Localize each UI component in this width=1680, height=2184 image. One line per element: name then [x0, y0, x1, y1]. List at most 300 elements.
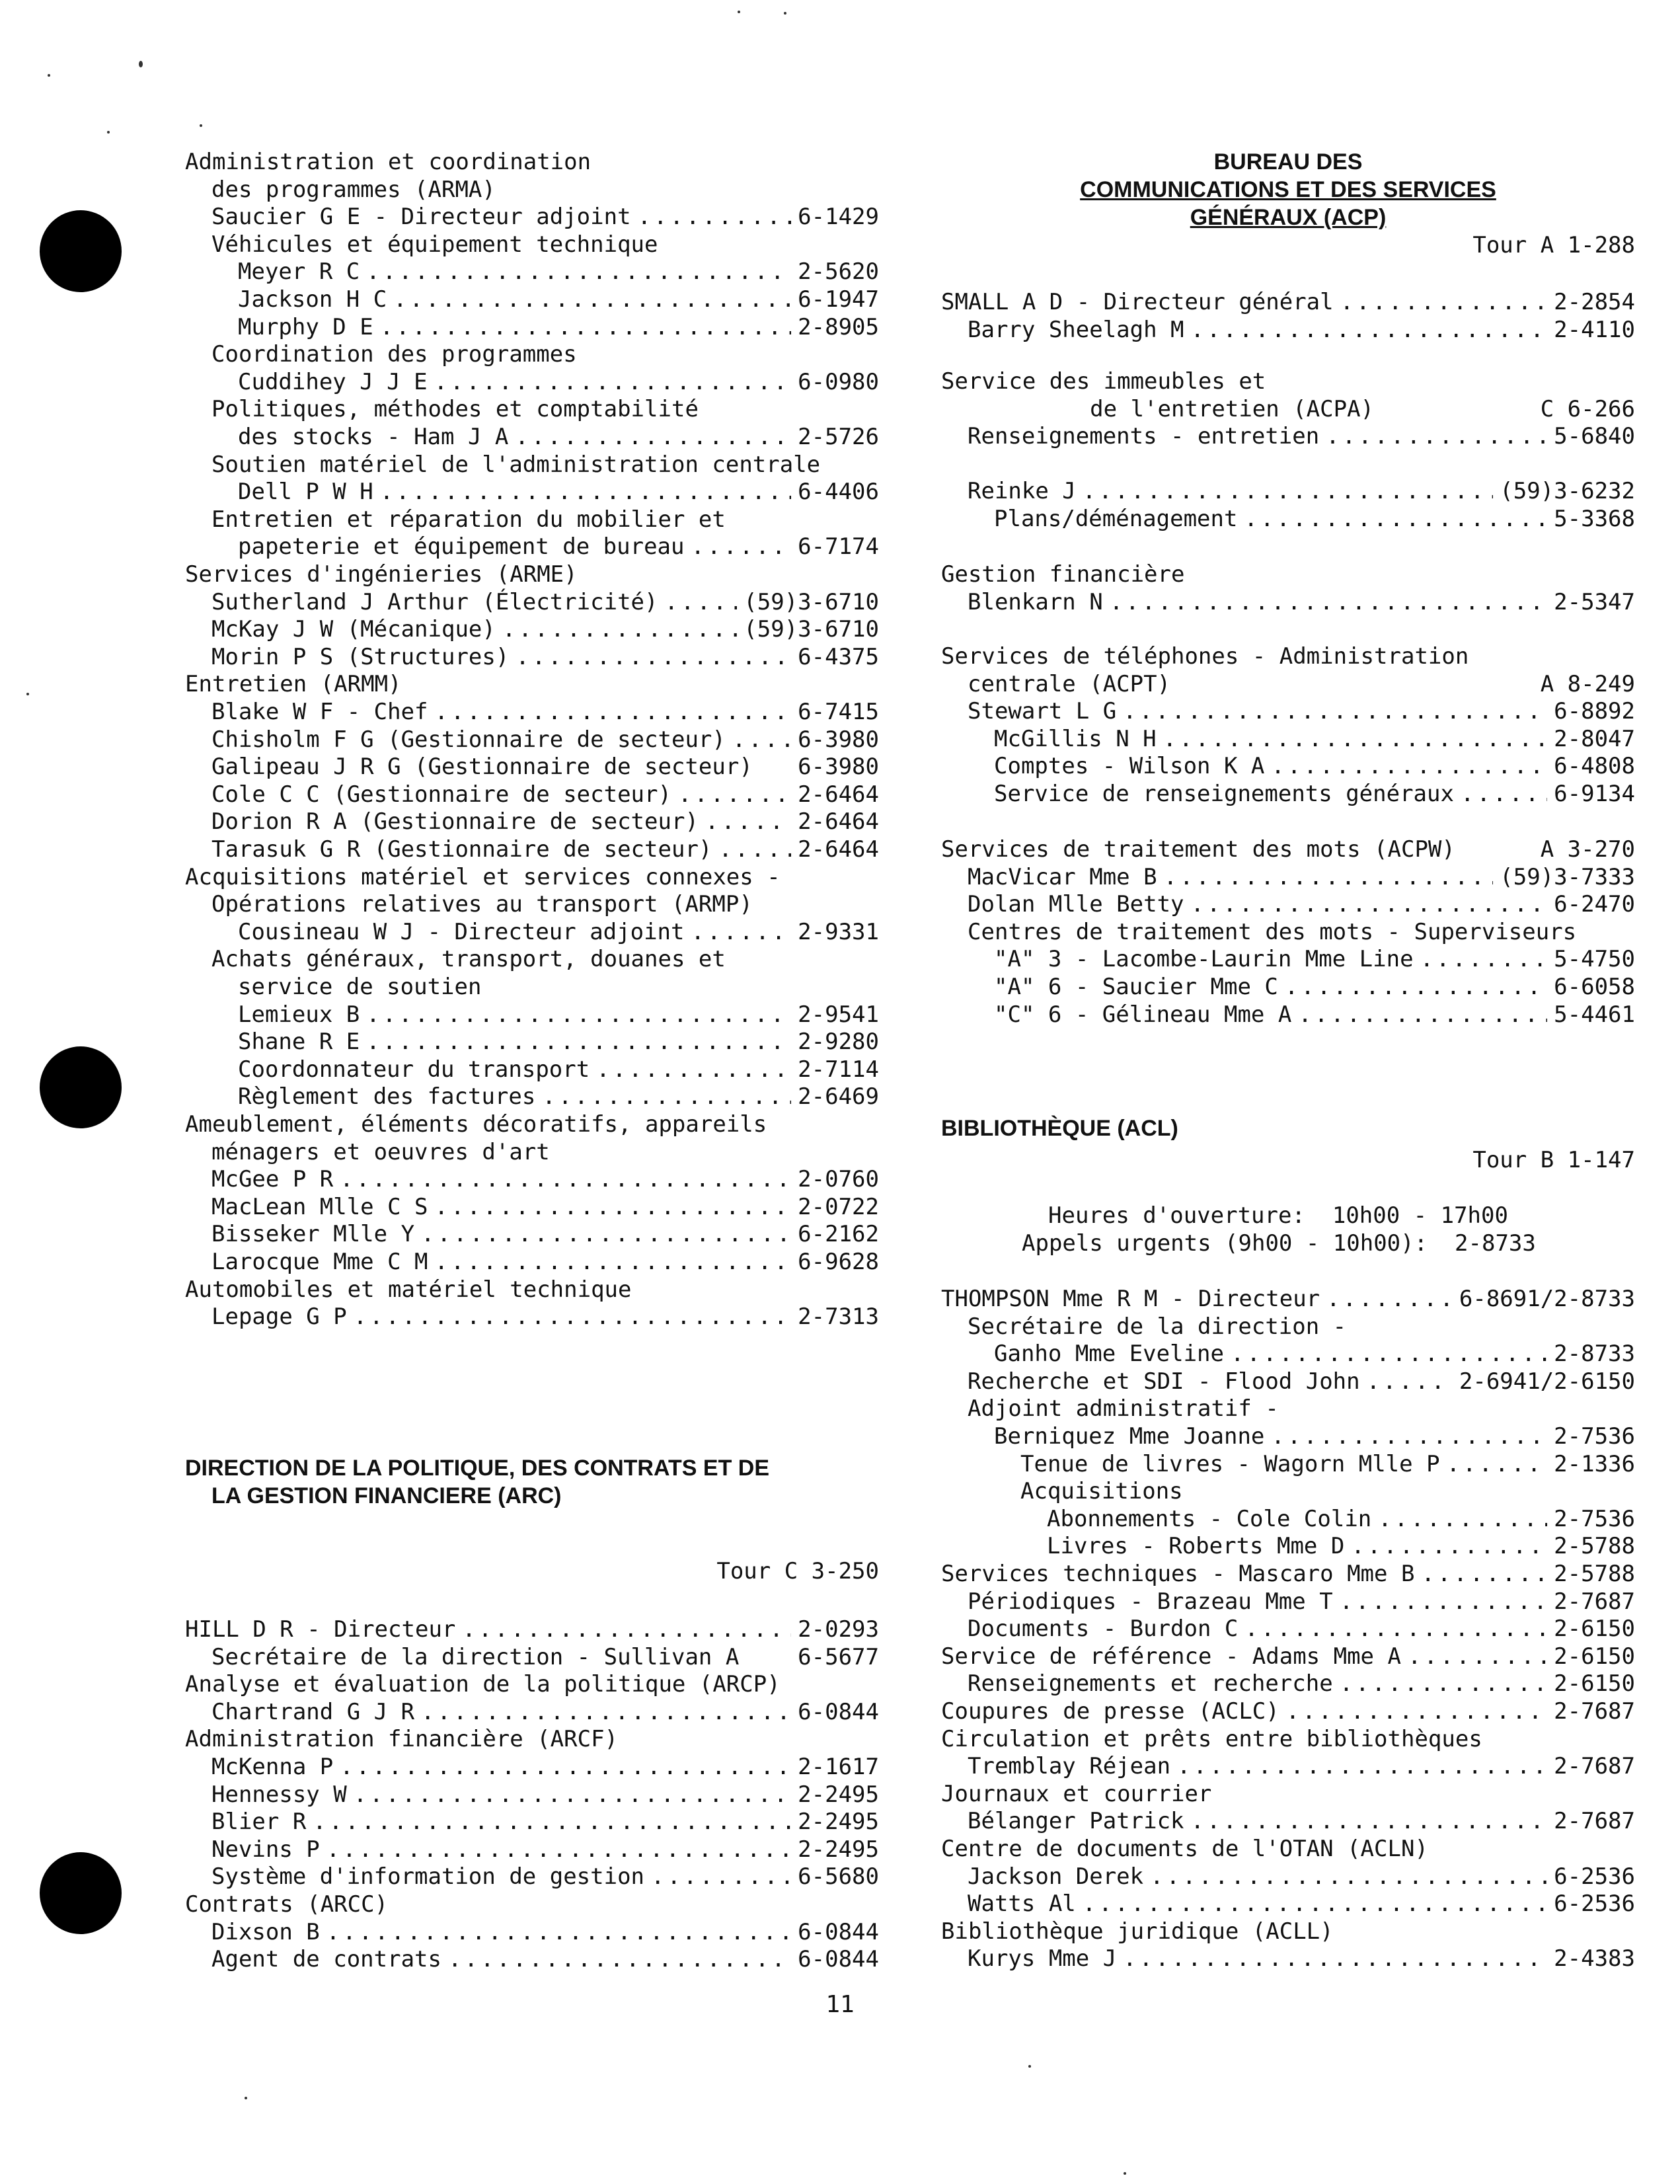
entry-label: Politiques, méthodes et comptabilité [211, 396, 699, 423]
phone-extension: 6-4375 [798, 643, 879, 670]
directory-entry [941, 1670, 1635, 1697]
phone-extension: 2-6464 [798, 781, 879, 808]
directory-entry [941, 890, 1635, 918]
leader-dots [366, 258, 791, 286]
phone-extension: 2-5726 [798, 424, 879, 450]
leader-dots [1191, 890, 1548, 918]
leader-dots [1378, 1505, 1547, 1533]
entry-label: Shane R E [238, 1029, 360, 1056]
entry-label: Barry Sheelagh M [968, 316, 1184, 343]
entry-label: Sutherland J Arthur (Électricité) [211, 588, 658, 615]
directory-heading-line [185, 1725, 879, 1753]
phone-extension: 2-7313 [798, 1304, 879, 1331]
phone-extension: 6-9134 [1554, 781, 1635, 807]
phone-extension: 2-2495 [798, 1809, 879, 1836]
location-text: Tour B 1-147 [1472, 1147, 1635, 1173]
leader-dots [1447, 1450, 1548, 1478]
directory-entry [941, 836, 1635, 863]
entry-label: Gestion financière [941, 561, 1185, 588]
directory-entry [941, 945, 1635, 973]
directory-entry [185, 1616, 879, 1643]
right-column [941, 0, 1635, 2184]
phone-extension: 2-6464 [798, 836, 879, 863]
entry-label: Soutien matériel de l'administration centrale [211, 451, 821, 478]
entry-label: Jackson Derek [968, 1863, 1144, 1890]
leader-dots [1408, 1643, 1547, 1670]
directory-entry [941, 288, 1635, 316]
directory-entry [185, 1028, 879, 1056]
directory-heading-line [185, 890, 879, 918]
entry-label: Entretien et réparation du mobilier et [211, 506, 726, 533]
entry-label: Dell P W H [238, 479, 373, 506]
phone-extension: 2-7114 [798, 1056, 879, 1083]
directory-heading-line [941, 1918, 1635, 1945]
section-heading-text: BUREAU DES [1213, 149, 1363, 175]
directory-entry [941, 973, 1635, 1001]
directory-entry [185, 1863, 879, 1891]
leader-dots [1271, 752, 1547, 780]
directory-entry [185, 1165, 879, 1193]
directory-entry [941, 505, 1635, 533]
phone-extension: 6-0844 [798, 1918, 879, 1945]
phone-extension: 2-9331 [798, 918, 879, 945]
entry-label: Acquisitions [1020, 1478, 1183, 1505]
directory-heading-line [941, 561, 1635, 588]
leader-dots [596, 1056, 791, 1083]
entry-label: McGillis N H [994, 725, 1157, 752]
leader-dots [421, 1698, 791, 1726]
entry-label: Service de renseignements généraux [994, 781, 1454, 807]
phone-extension: 6-8691/2-8733 [1459, 1286, 1635, 1312]
directory-heading-line [941, 1313, 1635, 1341]
entry-label: Nevins P [211, 1836, 320, 1863]
leader-dots [1340, 1670, 1547, 1697]
entry-label: Contrats (ARCC) [185, 1891, 389, 1918]
entry-label: Achats généraux, transport, douanes et [211, 946, 726, 973]
directory-entry [185, 1248, 879, 1276]
phone-extension: 2-2854 [1554, 289, 1635, 315]
directory-entry [941, 780, 1635, 808]
directory-entry [941, 1285, 1635, 1313]
binder-hole-bottom [40, 1852, 122, 1934]
directory-entry [941, 1807, 1635, 1835]
phone-extension: C 6-266 [1540, 395, 1635, 422]
phone-extension: 2-8733 [1554, 1341, 1635, 1368]
entry-label: Saucier G E - Directeur adjoint [211, 204, 631, 231]
entry-label: Coordonnateur du transport [238, 1056, 590, 1083]
leader-dots [1110, 588, 1547, 616]
section-heading-arc-line1 [185, 1454, 879, 1482]
entry-label: MacLean Mlle C S [211, 1193, 428, 1220]
entry-label: Coordination des programmes [211, 341, 577, 368]
directory-heading-line [185, 1111, 879, 1138]
phone-extension: 2-2495 [798, 1836, 879, 1863]
leader-dots [448, 1945, 791, 1973]
directory-entry [941, 588, 1635, 616]
leader-dots [1340, 288, 1548, 316]
entry-label: Périodiques - Brazeau Mme T [968, 1588, 1333, 1615]
directory-heading-line [185, 506, 879, 533]
entry-label: Règlement des factures [238, 1083, 536, 1111]
phone-extension: 2-7687 [1554, 1588, 1635, 1615]
directory-entry [185, 726, 879, 754]
directory-entry [185, 808, 879, 836]
leader-dots [366, 1001, 791, 1029]
leader-dots [1123, 1945, 1547, 1972]
phone-extension: 2-5620 [798, 258, 879, 286]
phone-extension: 2-8047 [1554, 725, 1635, 752]
directory-entry [941, 1340, 1635, 1368]
section-heading-acp-line2 [941, 176, 1635, 204]
leader-dots [665, 588, 738, 616]
phone-extension: (59)3-6232 [1500, 478, 1635, 504]
entry-label: Opérations relatives au transport (ARMP) [211, 891, 753, 918]
phone-extension: 6-5680 [798, 1863, 879, 1891]
leader-dots [1298, 1001, 1547, 1029]
leader-dots [1367, 1368, 1453, 1395]
entry-label: ménagers et oeuvres d'art [211, 1138, 550, 1165]
leader-dots [380, 478, 791, 506]
directory-heading-line [185, 451, 879, 479]
directory-heading-line [185, 1138, 879, 1166]
leader-dots [462, 1616, 791, 1643]
directory-entry [941, 670, 1635, 698]
directory-heading-line [185, 1670, 879, 1698]
directory-entry [185, 588, 879, 616]
entry-label: Circulation et prêts entre bibliothèques [941, 1725, 1482, 1752]
phone-extension: 2-8905 [798, 313, 879, 340]
directory-entry [185, 1303, 879, 1331]
phone-extension: 6-2162 [798, 1221, 879, 1248]
phone-extension: 2-7687 [1554, 1753, 1635, 1780]
phone-extension: 6-6058 [1554, 974, 1635, 1000]
directory-entry [185, 643, 879, 671]
phone-extension: 2-6150 [1554, 1616, 1635, 1643]
directory-entry [185, 615, 879, 643]
entry-label: McKay J W (Mécanique) [211, 616, 496, 643]
entry-label: Hennessy W [211, 1781, 347, 1808]
leader-dots [1244, 505, 1547, 533]
leader-dots [340, 1753, 791, 1781]
directory-entry [941, 863, 1635, 891]
section-heading-text: LA GESTION FINANCIERE (ARC) [211, 1483, 562, 1508]
phone-extension: 6-1947 [798, 286, 879, 313]
directory-entry [185, 1808, 879, 1836]
entry-label: Secrétaire de la direction - Sullivan A [211, 1643, 740, 1670]
directory-heading-line [185, 176, 879, 204]
phone-extension: 5-4461 [1554, 1001, 1635, 1028]
directory-heading-line [185, 1276, 879, 1304]
phone-extension: 2-6469 [798, 1083, 879, 1111]
directory-heading-line [185, 945, 879, 973]
leader-dots [1150, 1863, 1547, 1891]
directory-entry [185, 1056, 879, 1083]
entry-label: Secrétaire de la direction - [968, 1313, 1347, 1340]
directory-entry [185, 698, 879, 726]
directory-entry [941, 1752, 1635, 1780]
leader-dots [1286, 1697, 1547, 1725]
leader-dots [1177, 1752, 1547, 1780]
entry-label: MacVicar Mme B [968, 863, 1157, 890]
entry-label: Renseignements et recherche [968, 1670, 1333, 1697]
entry-label: Chartrand G J R [211, 1698, 415, 1725]
leader-dots [638, 203, 792, 231]
leader-dots [354, 1303, 791, 1331]
entry-label: Agent de contrats [211, 1946, 441, 1973]
entry-label: Jackson H C [238, 286, 387, 313]
entry-label: Kurys Mme J [968, 1945, 1117, 1972]
leader-dots [691, 918, 792, 946]
directory-entry [941, 1450, 1635, 1478]
entry-label: Services de traitement des mots (ACPW) [941, 836, 1455, 863]
entry-label: Dixson B [211, 1918, 320, 1945]
phone-extension: 2-9280 [798, 1029, 879, 1056]
leader-dots [718, 836, 791, 863]
directory-heading-line [185, 973, 879, 1001]
library-hours-text: Heures d'ouverture: 10h00 - 17h00 [1048, 1202, 1508, 1229]
leader-dots [502, 615, 737, 643]
directory-entry [941, 1890, 1635, 1918]
leader-dots [705, 808, 791, 836]
scan-speck [139, 61, 143, 67]
leader-dots [313, 1808, 791, 1836]
directory-heading-line [185, 1891, 879, 1918]
leader-dots [1244, 1615, 1547, 1643]
directory-heading-line [185, 863, 879, 891]
phone-extension: 2-6150 [1554, 1643, 1635, 1670]
left-column [185, 0, 879, 2184]
entry-label: Bélanger Patrick [968, 1808, 1184, 1835]
library-urgent-calls [941, 1229, 1635, 1257]
entry-label: Reinke J [968, 478, 1076, 504]
scan-speck [48, 74, 50, 77]
scan-speck [107, 131, 110, 134]
phone-extension: 6-1429 [798, 204, 879, 231]
directory-entry [185, 1083, 879, 1111]
phone-extension: 6-0844 [798, 1698, 879, 1725]
leader-dots [1326, 1285, 1453, 1313]
entry-label: Tarasuk G R (Gestionnaire de secteur) [211, 836, 712, 863]
directory-heading-line [941, 1477, 1635, 1505]
directory-entry [185, 313, 879, 341]
leader-dots [542, 1083, 791, 1111]
phone-extension: 6-0980 [798, 368, 879, 395]
directory-heading-line [185, 561, 879, 588]
phone-extension: 6-8892 [1554, 698, 1635, 725]
entry-label: Ameublement, éléments décoratifs, appareils [185, 1111, 767, 1138]
directory-entry [185, 286, 879, 313]
entry-label: Lemieux B [238, 1001, 360, 1028]
directory-heading-line [185, 340, 879, 368]
entry-label: Watts Al [968, 1891, 1076, 1918]
directory-entry [185, 781, 879, 808]
entry-label: des stocks - Ham J A [238, 424, 509, 450]
section-heading-acp-line1 [941, 148, 1635, 176]
section-heading-text: COMMUNICATIONS ET DES SERVICES [1080, 177, 1496, 202]
leader-dots [354, 1781, 791, 1809]
section-location-acp [941, 231, 1635, 259]
directory-entry [941, 1945, 1635, 1972]
entry-label: des programmes (ARMA) [211, 176, 496, 203]
phone-extension: 2-9541 [798, 1001, 879, 1028]
entry-label: Véhicules et équipement technique [211, 231, 658, 258]
phone-extension: 6-2470 [1554, 891, 1635, 918]
directory-entry [185, 423, 879, 451]
entry-label: Documents - Burdon C [968, 1616, 1239, 1643]
section-heading-arc-line2 [185, 1482, 879, 1510]
directory-entry [941, 1505, 1635, 1533]
phone-extension: 2-7536 [1554, 1423, 1635, 1450]
directory-entry [185, 258, 879, 286]
library-hours [941, 1202, 1635, 1229]
phone-extension: 2-5788 [1554, 1561, 1635, 1587]
leader-dots [1163, 725, 1548, 753]
entry-label: Plans/déménagement [994, 505, 1238, 532]
binder-hole-top [40, 210, 122, 292]
library-urgent-text: Appels urgents (9h00 - 10h00): 2-8733 [1022, 1230, 1536, 1257]
location-text: Tour A 1-288 [1472, 232, 1635, 258]
directory-entry [941, 422, 1635, 450]
leader-dots [1231, 1340, 1547, 1368]
leader-dots [1191, 1807, 1548, 1835]
leader-dots [1420, 945, 1548, 973]
entry-label: Centres de traitement des mots - Superviseurs [968, 918, 1577, 945]
section-location-library [941, 1146, 1635, 1174]
entry-label: Centre de documents de l'OTAN (ACLN) [941, 1836, 1428, 1862]
phone-extension: 2-7536 [1554, 1505, 1635, 1532]
leader-dots [1083, 1890, 1547, 1918]
section-heading-library [941, 1114, 1635, 1142]
directory-entry [941, 1560, 1635, 1588]
leader-dots [515, 423, 791, 451]
entry-label: Administration et coordination [185, 149, 592, 175]
phone-extension: 5-4750 [1554, 946, 1635, 973]
leader-dots [435, 1248, 792, 1276]
entry-label: Services d'ingénieries (ARME) [185, 561, 578, 588]
leader-dots [515, 643, 791, 671]
leader-dots [1271, 1423, 1547, 1450]
directory-entry [185, 368, 879, 396]
entry-label: Dolan Mlle Betty [968, 891, 1184, 918]
directory-heading-line [941, 1780, 1635, 1808]
entry-label: Bibliothèque juridique (ACLL) [941, 1918, 1334, 1945]
entry-label: Services de téléphones - Administration [941, 643, 1469, 670]
leader-dots [1164, 863, 1494, 891]
phone-extension: 6-3980 [798, 754, 879, 781]
phone-extension: 2-6941/2-6150 [1459, 1368, 1635, 1395]
phone-extension: 6-3980 [798, 726, 879, 753]
phone-extension: 2-7687 [1554, 1698, 1635, 1725]
leader-dots [651, 1863, 791, 1891]
leader-dots [1351, 1532, 1547, 1560]
entry-label: McGee P R [211, 1166, 334, 1193]
entry-label: Murphy D E [238, 313, 373, 340]
phone-extension: 2-1617 [798, 1754, 879, 1780]
directory-entry [185, 1001, 879, 1029]
directory-heading-line [185, 231, 879, 258]
directory-entry [185, 1698, 879, 1726]
entry-label: Dorion R A (Gestionnaire de secteur) [211, 808, 699, 836]
entry-label: Comptes - Wilson K A [994, 753, 1265, 780]
directory-entry [941, 1697, 1635, 1725]
entry-label: Acquisitions matériel et services connexes - [185, 863, 781, 890]
directory-entry [941, 395, 1635, 423]
directory-entry [185, 1643, 879, 1671]
phone-extension: 5-6840 [1554, 423, 1635, 450]
directory-entry [185, 1753, 879, 1781]
entry-label: Entretien (ARMM) [185, 671, 402, 698]
phone-extension: 2-4383 [1554, 1945, 1635, 1972]
phone-extension: A 3-270 [1540, 836, 1635, 863]
directory-heading-line [941, 1725, 1635, 1753]
directory-entry [941, 1001, 1635, 1029]
directory-entry [185, 203, 879, 231]
entry-label: Système d'information de gestion [211, 1863, 645, 1891]
entry-label: Chisholm F G (Gestionnaire de secteur) [211, 726, 726, 753]
directory-entry [185, 1220, 879, 1248]
entry-label: Meyer R C [238, 258, 360, 286]
leader-dots [1340, 1588, 1547, 1616]
entry-label: Coupures de presse (ACLC) [941, 1698, 1279, 1725]
entry-label: Analyse et évaluation de la politique (ARCP) [185, 1671, 781, 1698]
entry-label: Services techniques - Mascaro Mme B [941, 1561, 1415, 1587]
phone-extension: 5-3368 [1554, 505, 1635, 532]
directory-heading-line [941, 643, 1635, 670]
entry-label: Morin P S (Structures) [211, 643, 510, 670]
leader-dots [1326, 422, 1547, 450]
phone-extension: 2-5347 [1554, 588, 1635, 615]
entry-label: Administration financière (ARCF) [185, 1726, 619, 1753]
leader-dots [366, 1028, 791, 1056]
directory-entry [941, 477, 1635, 505]
entry-label: Service de référence - Adams Mme A [941, 1643, 1401, 1670]
phone-extension: 2-5788 [1554, 1533, 1635, 1560]
entry-label: Ganho Mme Eveline [994, 1341, 1224, 1368]
entry-label: Larocque Mme C M [211, 1249, 428, 1275]
scan-speck [26, 693, 29, 695]
page-number: 11 [825, 1991, 855, 2018]
directory-entry [941, 1863, 1635, 1891]
phone-extension: 2-6464 [798, 808, 879, 836]
directory-entry [185, 1918, 879, 1946]
phone-extension: 2-2495 [798, 1781, 879, 1808]
directory-entry [941, 316, 1635, 344]
leader-dots [326, 1918, 791, 1946]
directory-entry [185, 478, 879, 506]
entry-label: papeterie et équipement de bureau [238, 533, 685, 561]
phone-extension: 2-1336 [1554, 1450, 1635, 1477]
entry-label: THOMPSON Mme R M - Directeur [941, 1286, 1320, 1312]
section-heading-text: DIRECTION DE LA POLITIQUE, DES CONTRATS ET DE [185, 1456, 770, 1481]
entry-label: Service des immeubles et [941, 368, 1266, 395]
leader-dots [380, 313, 791, 341]
directory-entry [941, 725, 1635, 753]
phone-extension: 6-4808 [1554, 753, 1635, 780]
binder-hole-middle [40, 1046, 122, 1128]
entry-label: "A" 3 - Lacombe-Laurin Mme Line [994, 946, 1414, 973]
entry-label: Recherche et SDI - Flood John [968, 1368, 1360, 1395]
entry-label: centrale (ACPT) [968, 670, 1171, 697]
directory-entry [185, 1781, 879, 1809]
leader-dots [340, 1165, 791, 1193]
entry-label: Galipeau J R G (Gestionnaire de secteur) [211, 754, 753, 781]
entry-label: Cuddihey J J E [238, 368, 428, 395]
phone-extension: 2-4110 [1554, 316, 1635, 343]
directory-entry [941, 752, 1635, 780]
leader-dots [393, 286, 791, 313]
directory-entry [185, 918, 879, 946]
phone-extension: (59)3-6710 [744, 588, 879, 615]
